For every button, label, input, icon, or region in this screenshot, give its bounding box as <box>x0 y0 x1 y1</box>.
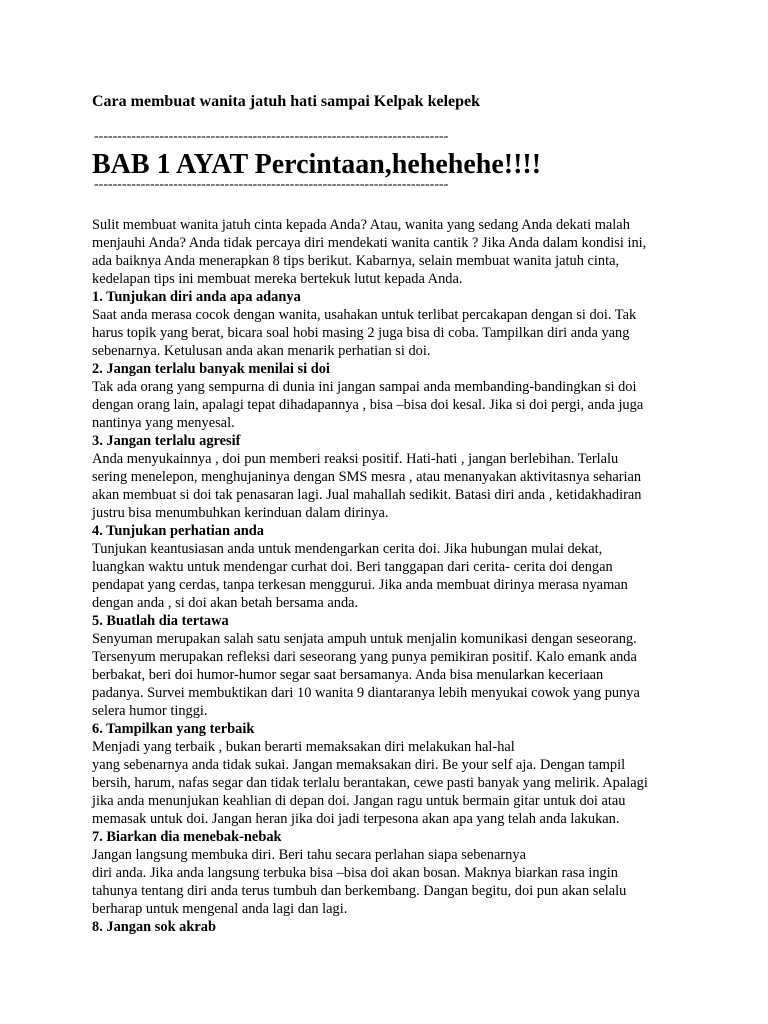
tip-heading: 5. Buatlah dia tertawa <box>92 613 229 629</box>
tip-paragraph <box>92 738 682 828</box>
tip-section <box>92 720 682 828</box>
tip-section <box>92 432 682 522</box>
tip-paragraph <box>92 630 682 720</box>
text-line: dengan anda , si doi akan betah bersama anda. <box>92 595 359 611</box>
text-line: justru bisa menumbuhkan kerinduan dalam dirinya. <box>92 505 389 521</box>
divider-bottom: ---------------------------------------------------------------------------- <box>94 178 449 192</box>
text-line: selera humor tinggi. <box>92 703 208 719</box>
text-line: padanya. Survei membuktikan dari 10 wanita 9 diantaranya lebih menyukai cowok yang punya <box>92 685 640 701</box>
tip-heading: 2. Jangan terlalu banyak menilai si doi <box>92 361 330 377</box>
text-line: menjauhi Anda? Anda tidak percaya diri mendekati wanita cantik ? Jika Anda dalam kondisi ini, <box>92 235 647 251</box>
tip-section <box>92 828 682 918</box>
tip-heading: 3. Jangan terlalu agresif <box>92 433 241 449</box>
tip-heading: 8. Jangan sok akrab <box>92 919 216 935</box>
divider-top: ---------------------------------------------------------------------------- <box>94 130 449 144</box>
text-line: kedelapan tips ini membuat mereka bertekuk lutut kepada Anda. <box>92 271 463 287</box>
text-line: akan membuat si doi tak penasaran lagi. Jual mahallah sedikit. Batasi diri anda , ketidakhadiran <box>92 487 642 503</box>
tip-section <box>92 360 682 432</box>
text-line: memasak untuk doi. Jangan heran jika doi jadi terpesona akan apa yang telah anda lakukan. <box>92 811 620 827</box>
tip-section <box>92 522 682 612</box>
text-line: Tersenyum merupakan refleksi dari seseorang yang punya pemikiran positif. Kalo emank anda <box>92 649 637 665</box>
text-line: Menjadi yang terbaik , bukan berarti memaksakan diri melakukan hal-hal <box>92 739 515 755</box>
text-line: sering menelepon, menghujaninya dengan SMS mesra , atau menanyakan aktivitasnya seharian <box>92 469 642 485</box>
chapter-heading: BAB 1 AYAT Percintaan,hehehehe!!!! <box>92 149 542 180</box>
text-line: berbakat, beri doi humor-humor segar saat bersamanya. Anda bisa menularkan keceriaan <box>92 667 604 683</box>
tip-section <box>92 288 682 360</box>
text-line: Jangan langsung membuka diri. Beri tahu secara perlahan siapa sebenarnya <box>92 847 526 863</box>
text-line: diri anda. Jika anda langsung terbuka bisa –bisa doi akan bosan. Maknya biarkan rasa ingin <box>92 865 618 881</box>
tip-paragraph <box>92 378 682 432</box>
tip-heading: 6. Tampilkan yang terbaik <box>92 721 255 737</box>
tip-section <box>92 612 682 720</box>
tip-heading: 7. Biarkan dia menebak-nebak <box>92 829 282 845</box>
text-line: jika anda menunjukan keahlian di depan doi. Jangan ragu untuk bermain gitar untuk doi atau <box>92 793 626 809</box>
tip-paragraph <box>92 540 682 612</box>
tip-paragraph <box>92 306 682 360</box>
text-line: luangkan waktu untuk mendengar curhat doi. Beri tanggapan dari cerita- cerita doi dengan <box>92 559 613 575</box>
text-line: pendapat yang cerdas, tanpa terkesan menggurui. Jika anda membuat dirinya merasa nyaman <box>92 577 628 593</box>
tip-paragraph <box>92 450 682 522</box>
text-line: yang sebenarnya anda tidak sukai. Jangan memaksakan diri. Be your self aja. Dengan tampil <box>92 757 626 773</box>
text-line: Sulit membuat wanita jatuh cinta kepada Anda? Atau, wanita yang sedang Anda dekati malah <box>92 217 630 233</box>
text-line: Saat anda merasa cocok dengan wanita, usahakan untuk terlibat percakapan dengan si doi. Tak <box>92 307 637 323</box>
text-line: berharap untuk mengenal anda lagi dan lagi. <box>92 901 348 917</box>
tip-heading: 1. Tunjukan diri anda apa adanya <box>92 289 301 305</box>
text-line: Anda menyukainnya , doi pun memberi reaksi positif. Hati-hati , jangan berlebihan. Terlalu <box>92 451 619 467</box>
text-line: nantinya yang menyesal. <box>92 415 235 431</box>
document-title: Cara membuat wanita jatuh hati sampai Kelpak kelepek <box>92 93 481 110</box>
text-line: tahunya tentang diri anda terus tumbuh dan berkembang. Dangan begitu, doi pun akan selalu <box>92 883 627 899</box>
text-line: bersih, harum, nafas segar dan tidak terlalu berantakan, cewe pasti banyak yang melirik. Apalagi <box>92 775 648 791</box>
tip-heading: 4. Tunjukan perhatian anda <box>92 523 264 539</box>
tip-paragraph <box>92 846 682 918</box>
text-line: Senyuman merupakan salah satu senjata ampuh untuk menjalin komunikasi dengan seseorang. <box>92 631 637 647</box>
text-line: dengan orang lain, apalagi tepat dihadapannya , bisa –bisa doi kesal. Jika si doi pergi, anda juga <box>92 397 644 413</box>
tip-section <box>92 918 682 936</box>
text-line: Tunjukan keantusiasan anda untuk mendengarkan cerita doi. Jika hubungan mulai dekat, <box>92 541 603 557</box>
text-line: Tak ada orang yang sempurna di dunia ini jangan sampai anda membanding-bandingkan si doi <box>92 379 637 395</box>
text-line: ada baiknya Anda menerapkan 8 tips berikut. Kabarnya, selain membuat wanita jatuh cinta, <box>92 253 620 269</box>
document-body <box>92 216 682 936</box>
intro-paragraph <box>92 216 682 288</box>
text-line: sebenarnya. Ketulusan anda akan menarik perhatian si doi. <box>92 343 431 359</box>
text-line: harus topik yang berat, bicara soal hobi masing 2 juga bisa di coba. Tampilkan diri anda yang <box>92 325 630 341</box>
